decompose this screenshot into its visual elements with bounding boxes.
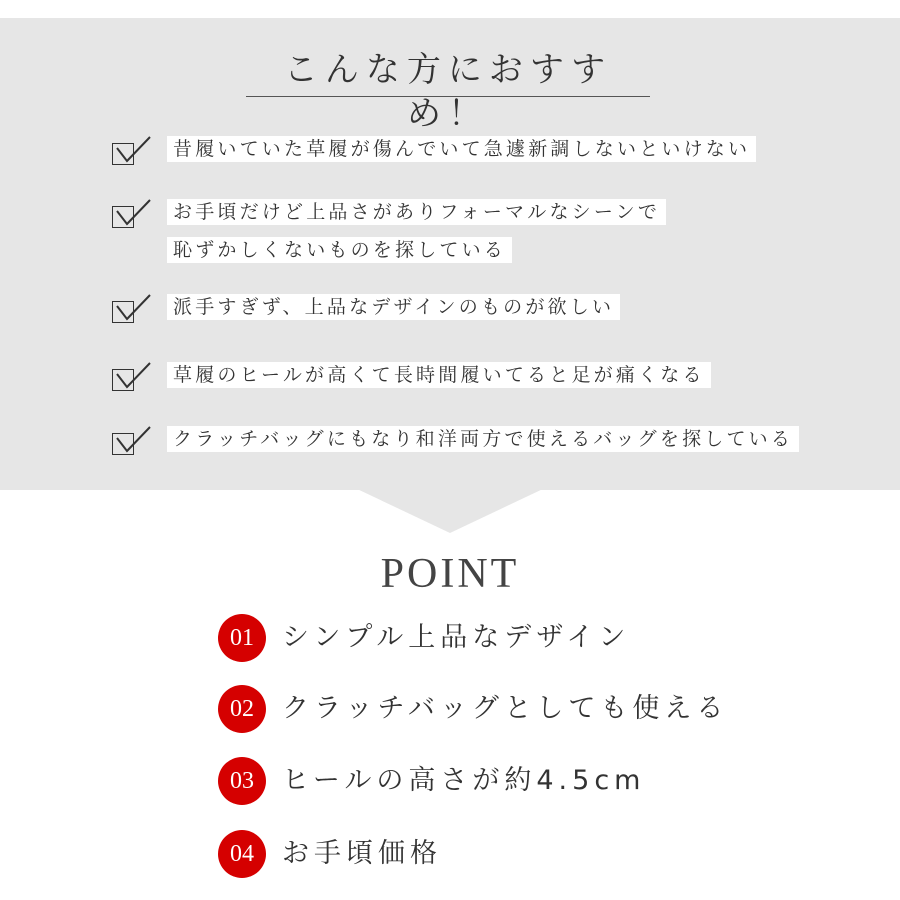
checkmark-icon	[114, 425, 154, 455]
down-arrow-shape	[355, 488, 545, 533]
recommend-item-text: クラッチバッグにもなり和洋両方で使えるバッグを探している	[167, 426, 799, 452]
recommend-item-text: 草履のヒールが高くて長時間履いてると足が痛くなる	[167, 362, 711, 388]
point-number-badge: 03	[218, 757, 266, 805]
recommend-title: こんな方におすすめ！	[283, 50, 613, 134]
point-number-badge: 01	[218, 614, 266, 662]
title-underline	[246, 96, 650, 97]
point-number-badge: 02	[218, 685, 266, 733]
checkmark-icon	[114, 361, 154, 391]
recommend-item-text: 派手すぎず、上品なデザインのものが欲しい	[167, 294, 620, 320]
recommend-item-text: お手頃だけど上品さがありフォーマルなシーンで	[167, 199, 666, 225]
recommend-item-text: 昔履いていた草履が傷んでいて急遽新調しないといけない	[167, 136, 756, 162]
point-text: お手頃価格	[282, 838, 442, 869]
checkmark-icon	[114, 293, 154, 323]
checkmark-icon	[114, 135, 154, 165]
point-number-badge: 04	[218, 830, 266, 878]
point-text: クラッチバッグとしても使える	[282, 693, 729, 724]
point-text: シンプル上品なデザイン	[282, 622, 631, 653]
recommend-item-text: 恥ずかしくないものを探している	[167, 237, 512, 263]
checkmark-icon	[114, 198, 154, 228]
point-heading: POINT	[380, 551, 520, 597]
point-text: ヒールの高さが約4.5cm	[282, 765, 646, 796]
